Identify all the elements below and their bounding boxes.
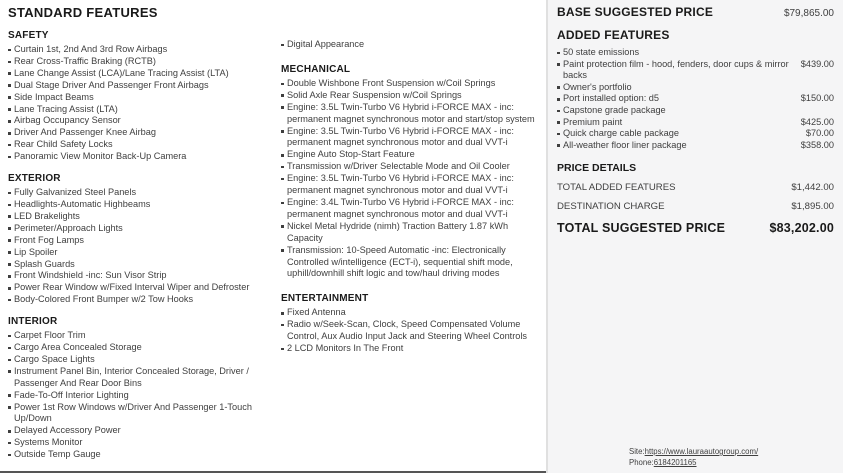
feature-item <box>8 92 278 104</box>
dealer-contact <box>629 447 834 470</box>
feature-list <box>8 187 278 306</box>
section-heading: MECHANICAL <box>281 63 351 75</box>
added-feature-label: 50 state emissions <box>563 47 640 57</box>
feature-list <box>281 39 542 51</box>
price-details-list <box>557 174 834 212</box>
feature-item <box>8 139 278 151</box>
feature-item-text: Side Impact Beams <box>14 91 94 102</box>
added-feature-price: $439.00 <box>800 58 834 69</box>
feature-item-text: Engine: 3.4L Twin-Turbo V6 Hybrid i-FORCE MAX - inc: permanent magnet synchronous motor and dual VVT-i <box>287 196 514 219</box>
feature-item <box>8 390 278 402</box>
added-feature-row <box>557 128 834 140</box>
feature-item-text: Airbag Occupancy Sensor <box>14 115 121 126</box>
feature-item <box>281 319 542 343</box>
feature-item-text: Nickel Metal Hydride (nimh) Traction Battery 1.87 kWh Capacity <box>287 220 509 243</box>
feature-item <box>8 56 278 68</box>
price-details-heading: PRICE DETAILS <box>557 162 637 175</box>
feature-item-text: Power 1st Row Windows w/Driver And Passenger 1-Touch Up/Down <box>14 401 252 424</box>
feature-item <box>8 270 278 282</box>
added-feature-label: Quick charge cable package <box>563 128 679 139</box>
feature-item <box>281 173 542 197</box>
price-detail-value: $1,442.00 <box>791 182 834 194</box>
base-price-row <box>557 5 834 19</box>
feature-item <box>8 259 278 271</box>
feature-item <box>8 115 278 127</box>
feature-item-text: Digital Appearance <box>287 39 365 49</box>
base-price-value: $79,865.00 <box>783 8 834 19</box>
section-heading: ENTERTAINMENT <box>281 293 369 305</box>
site-line <box>629 447 834 458</box>
feature-item-text: Solid Axle Rear Suspension w/Coil Springs <box>287 89 462 100</box>
phone-link[interactable]: 6184201165 <box>653 457 697 467</box>
feature-item-text: Lane Tracing Assist (LTA) <box>14 103 118 114</box>
feature-item-text: Engine: 3.5L Twin-Turbo V6 Hybrid i-FORCE MAX - inc: permanent magnet synchronous motor and dual VVT-i <box>287 173 514 196</box>
added-feature-row <box>557 82 834 94</box>
feature-item-text: LED Brakelights <box>14 210 80 221</box>
feature-section <box>281 39 542 51</box>
price-detail-label: TOTAL ADDED FEATURES <box>557 182 676 194</box>
feature-item-text: Cargo Space Lights <box>14 353 95 364</box>
feature-item-text: Engine Auto Stop-Start Feature <box>287 149 415 160</box>
feature-item-text: Engine: 3.5L Twin-Turbo V6 Hybrid i-FORCE MAX - inc: permanent magnet synchronous motor and dual VVT-i <box>287 125 514 148</box>
total-price-label: TOTAL SUGGESTED PRICE <box>557 221 726 236</box>
feature-item <box>8 354 278 366</box>
feature-item-text: Lane Change Assist (LCA)/Lane Tracing Assist (LTA) <box>14 67 229 78</box>
base-price-label: BASE SUGGESTED PRICE <box>557 5 714 19</box>
added-feature-row <box>557 117 834 129</box>
feature-item <box>8 235 278 247</box>
feature-item-text: Lip Spoiler <box>14 246 58 257</box>
added-feature-row <box>557 93 834 105</box>
feature-item <box>281 126 542 150</box>
feature-list <box>281 78 542 280</box>
feature-item-text: Splash Guards <box>14 258 75 269</box>
added-feature-price: $70.00 <box>805 128 834 139</box>
feature-item <box>8 402 278 426</box>
price-detail-row <box>557 182 834 193</box>
added-feature-label: Port installed option: d5 <box>563 93 660 104</box>
feature-item-text: Dual Stage Driver And Passenger Front Airbags <box>14 79 209 90</box>
added-feature-label: All-weather floor liner package <box>563 139 687 150</box>
feature-section <box>8 173 278 306</box>
feature-item <box>281 102 542 126</box>
feature-item <box>8 151 278 163</box>
feature-item <box>8 247 278 259</box>
phone-label: Phone: <box>629 457 654 467</box>
feature-item-text: Fully Galvanized Steel Panels <box>14 187 137 198</box>
feature-item-text: Panoramic View Monitor Back-Up Camera <box>14 151 187 162</box>
site-link[interactable]: https://www.lauraautogroup.com/ <box>644 447 759 456</box>
feature-item <box>281 161 542 173</box>
added-feature-label: Owner's portfolio <box>563 81 632 92</box>
feature-item <box>8 223 278 235</box>
feature-section <box>281 64 542 280</box>
total-price-row <box>557 221 834 235</box>
feature-item-text: Rear Child Safety Locks <box>14 139 113 150</box>
feature-item <box>8 330 278 342</box>
feature-item-text: Engine: 3.5L Twin-Turbo V6 Hybrid i-FORCE MAX - inc: permanent magnet synchronous motor and start/stop system <box>287 101 535 124</box>
feature-item <box>281 90 542 102</box>
site-label: Site: <box>629 447 645 456</box>
feature-section <box>8 30 278 163</box>
total-price-value: $83,202.00 <box>769 221 834 236</box>
feature-item <box>8 282 278 294</box>
added-feature-row <box>557 105 834 117</box>
section-heading: EXTERIOR <box>8 173 61 185</box>
feature-item <box>281 245 542 281</box>
feature-item <box>281 343 542 355</box>
feature-section <box>8 316 278 461</box>
feature-item <box>8 342 278 354</box>
feature-item <box>8 104 278 116</box>
feature-list <box>8 330 278 461</box>
feature-item-text: 2 LCD Monitors In The Front <box>287 343 404 354</box>
added-feature-row <box>557 47 834 59</box>
feature-item-text: Delayed Accessory Power <box>14 425 121 436</box>
feature-item <box>8 199 278 211</box>
features-column-middle <box>278 5 542 471</box>
feature-item-text: Radio w/Seek-Scan, Clock, Speed Compensated Volume Control, Aux Audio Input Jack and Steering Wheel Controls <box>287 319 528 342</box>
added-feature-row <box>557 140 834 152</box>
feature-item <box>8 366 278 390</box>
feature-item <box>281 221 542 245</box>
feature-item-text: Perimeter/Approach Lights <box>14 222 123 233</box>
feature-item-text: Double Wishbone Front Suspension w/Coil Springs <box>287 77 496 88</box>
added-feature-label: Paint protection film - hood, fenders, door cups & mirror backs <box>563 58 789 81</box>
added-features-heading: ADDED FEATURES <box>557 28 670 42</box>
pricing-panel <box>546 0 843 473</box>
feature-item-text: Front Windshield -inc: Sun Visor Strip <box>14 270 167 281</box>
added-feature-price: $358.00 <box>800 139 834 150</box>
feature-item <box>281 39 542 51</box>
features-column-left <box>8 5 278 471</box>
feature-item <box>8 44 278 56</box>
feature-item <box>8 127 278 139</box>
phone-line <box>629 458 834 469</box>
feature-item-text: Headlights-Automatic Highbeams <box>14 198 151 209</box>
feature-item <box>8 425 278 437</box>
added-features-list <box>557 47 834 151</box>
feature-item <box>8 80 278 92</box>
feature-item <box>281 149 542 161</box>
added-feature-label: Premium paint <box>563 116 623 127</box>
feature-item-text: Fade-To-Off Interior Lighting <box>14 389 129 400</box>
feature-item-text: Cargo Area Concealed Storage <box>14 342 142 353</box>
feature-section <box>281 293 542 355</box>
feature-item-text: Systems Monitor <box>14 437 83 448</box>
feature-item-text: Transmission: 10-Speed Automatic -inc: Electronically Controlled w/intelligence (ECT-i), sequential shift mode, uphill/downhill shift logic and tow/haul driving modes <box>287 244 513 279</box>
feature-list <box>8 44 278 163</box>
feature-item-text: Instrument Panel Bin, Interior Concealed Storage, Driver / Passenger And Rear Door Bins <box>14 365 249 388</box>
feature-item <box>281 78 542 90</box>
section-heading: SAFETY <box>8 30 49 41</box>
feature-item-text: Driver And Passenger Knee Airbag <box>14 127 156 138</box>
feature-item-text: Curtain 1st, 2nd And 3rd Row Airbags <box>14 44 168 54</box>
feature-item <box>281 307 542 319</box>
feature-item-text: Outside Temp Gauge <box>14 449 101 460</box>
feature-item <box>8 68 278 80</box>
feature-item <box>8 294 278 306</box>
price-detail-label: DESTINATION CHARGE <box>557 201 665 213</box>
feature-item <box>8 449 278 461</box>
page-title: STANDARD FEATURES <box>8 5 158 20</box>
added-feature-price: $425.00 <box>800 116 834 127</box>
feature-item <box>8 211 278 223</box>
feature-item-text: Front Fog Lamps <box>14 234 84 245</box>
feature-item <box>8 187 278 199</box>
added-feature-row <box>557 59 834 82</box>
feature-item-text: Body-Colored Front Bumper w/2 Tow Hooks <box>14 294 194 305</box>
added-feature-label: Capstone grade package <box>563 104 666 115</box>
price-detail-value: $1,895.00 <box>791 201 834 213</box>
feature-item <box>281 197 542 221</box>
price-detail-row <box>557 201 834 212</box>
feature-item-text: Carpet Floor Trim <box>14 330 86 341</box>
left-sections <box>8 30 278 461</box>
feature-item <box>8 437 278 449</box>
feature-item-text: Fixed Antenna <box>287 307 346 318</box>
feature-item-text: Rear Cross-Traffic Braking (RCTB) <box>14 55 156 66</box>
added-feature-price: $150.00 <box>800 93 834 104</box>
feature-item-text: Transmission w/Driver Selectable Mode and Oil Cooler <box>287 161 510 172</box>
feature-list <box>281 307 542 355</box>
feature-item-text: Power Rear Window w/Fixed Interval Wiper and Defroster <box>14 282 250 293</box>
section-heading: INTERIOR <box>8 316 58 328</box>
middle-sections <box>281 39 542 355</box>
